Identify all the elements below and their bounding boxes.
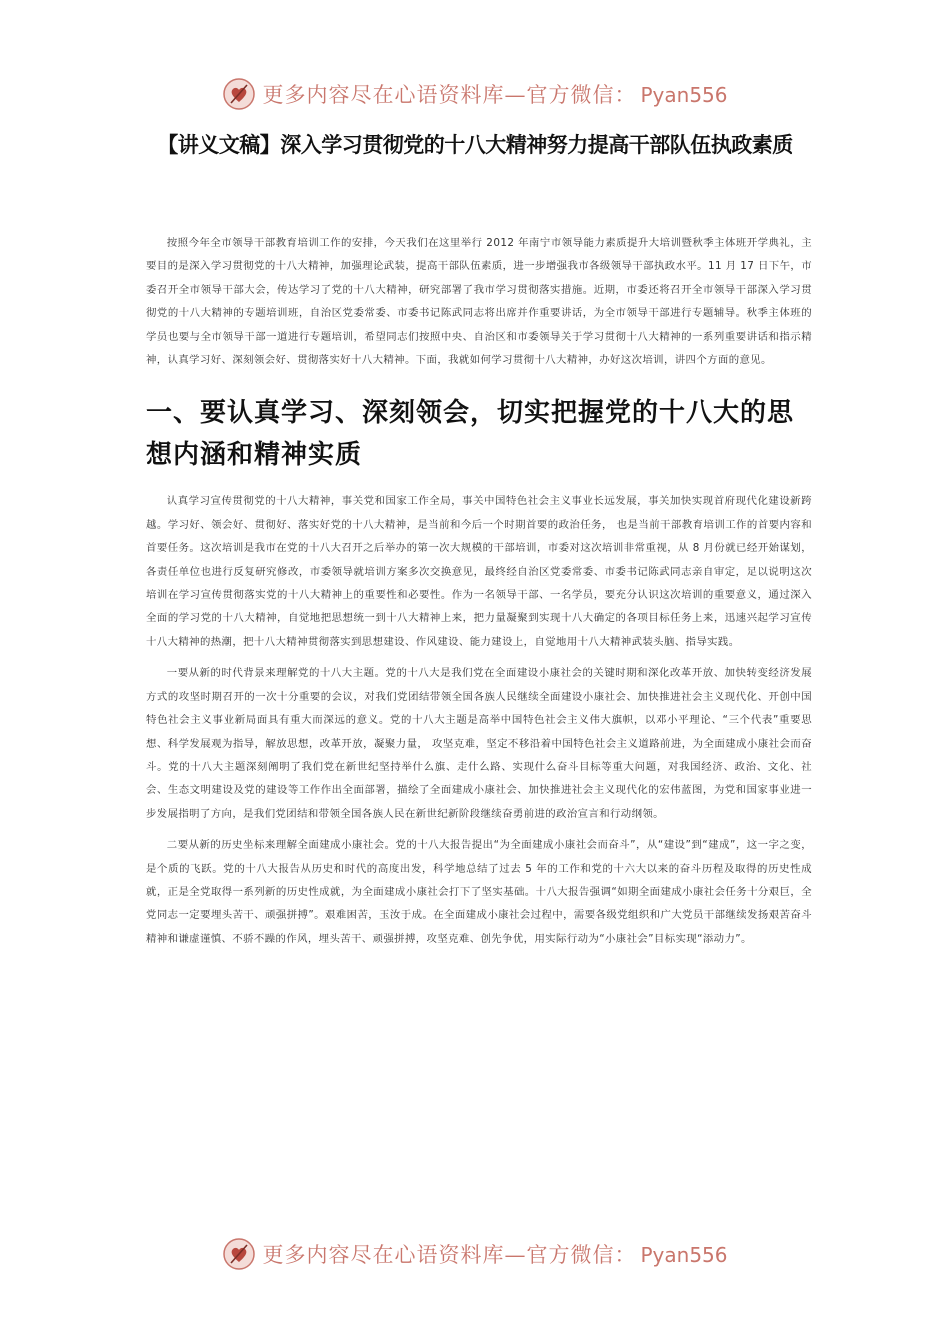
body-paragraph: 认真学习宣传贯彻党的十八大精神，事关党和国家工作全局，事关中国特色社会主义事业长远发展，事关加快实现首府现代化建设新跨越。学习好、领会好、贯彻好、落实好党的十八大精神，是当前和今后一个时期首要的政治任务， 也是当前干部教育培训工作的首要内容和首要任务。这次培训是我市在党的十八大召开之后举办的第一次大规模的干部培训，市委对这次培训非常重视，从 8 月份就已经开始谋划，各责任单位也进行反复研究修改，市委领导就培训方案多次交换意见，最终经自治区党委常委、市委书记陈武同志亲自审定，足以说明这次培训在学习宣传贯彻落实党的十八大精神上的重要性和必要性。作为一名领导干部、一名学员，要充分认识这次培训的重要意义，通过深入全面的学习党的十八大精神，自觉地把思想统一到十八大精神上来，把力量凝聚到实现十八大确定的各项目标任务上来，迅速兴起学习宣传十八大精神的热潮，把十八大精神贯彻落实到思想建设、作风建设、能力建设上，自觉地用十八大精神武装头脑、指导实践。 — [146, 495, 812, 648]
footer-banner — [0, 1232, 950, 1276]
banner-text: 更多内容尽在心语资料库—官方微信： Pyan556 — [262, 83, 728, 107]
banner-wechat-id: Pyan556 — [640, 1243, 728, 1267]
body-paragraph: 二要从新的历史坐标来理解全面建成小康社会。党的十八大报告提出“为全面建成小康社会而奋斗”，从“建设”到“建成”，这一字之变，是个质的飞跃。党的十八大报告从历史和时代的高度出发，科学地总结了过去 5 年的工作和党的十六大以来的奋斗历程及取得的历史性成就，正是全党取得一系列新的历史性成就，为全面建成小康社会打下了坚实基础。十八大报告强调“如期全面建成小康社会任务十分艰巨，全党同志一定要埋头苦干、顽强拼搏”。艰难困苦，玉汝于成。在全面建成小康社会过程中，需要各级党组织和广大党员干部继续发扬艰苦奋斗精神和谦虚谨慎、不骄不躁的作风，埋头苦干、顽强拼搏，攻坚克难、创先争优，用实际行动为“小康社会”目标实现“添动力”。 — [146, 839, 812, 945]
banner-wechat-id: Pyan556 — [640, 83, 728, 107]
heart-logo-icon — [222, 1237, 256, 1271]
header-banner — [0, 72, 950, 116]
section-heading: 一、要认真学习、深刻领会，切实把握党的十八大的思想内涵和精神实质 — [146, 398, 795, 471]
intro-paragraph: 按照今年全市领导干部教育培训工作的安排，今天我们在这里举行 2012 年南宁市领导能力素质提升大培训暨秋季主体班开学典礼，主要目的是深入学习贯彻党的十八大精神，加强理论武装，提高干部队伍素质，进一步增强我市各级领导干部执政水平。11 月 17 日下午，市委召开全市领导干部大会，传达学习了党的十八大精神，研究部署了我市学习贯彻落实措施。近期，市委还将召开全市领导干部深入学习贯彻党的十八大精神的专题培训班，自治区党委常委、市委书记陈武同志将出席并作重要讲话，为全市领导干部进行专题辅导。秋季主体班的学员也要与全市领导干部一道进行专题培训，希望同志们按照中央、自治区和市委领导关于学习贯彻十八大精神的一系列重要讲话和指示精神，认真学习好、深刻领会好、贯彻落实好十八大精神。下面，我就如何学习贯彻十八大精神，办好这次培训，讲四个方面的意见。 — [146, 237, 812, 367]
document-title: 【讲义文稿】深入学习贯彻党的十八大精神努力提高干部队伍执政素质 — [157, 133, 793, 157]
document-body — [146, 232, 812, 951]
banner-text: 更多内容尽在心语资料库—官方微信： Pyan556 — [262, 1243, 728, 1267]
body-paragraph: 一要从新的时代背景来理解党的十八大主题。党的十八大是我们党在全面建设小康社会的关键时期和深化改革开放、加快转变经济发展方式的攻坚时期召开的一次十分重要的会议，对我们党团结带领全国各族人民继续全面建设小康社会、加快推进社会主义现代化、开创中国特色社会主义事业新局面具有重大而深远的意义。党的十八大主题是高举中国特色社会主义伟大旗帜，以邓小平理论、“三个代表”重要思想、科学发展观为指导，解放思想，改革开放，凝聚力量， 攻坚克难，坚定不移沿着中国特色社会主义道路前进，为全面建成小康社会而奋斗。党的十八大主题深刻阐明了我们党在新世纪坚持举什么旗、走什么路、实现什么奋斗目标等重大问题，对我国经济、政治、文化、社会、生态文明建设及党的建设等工作作出全面部署，描绘了全面建成小康社会、加快推进社会主义现代化的宏伟蓝图，为党和国家事业进一步发展指明了方向，是我们党团结和带领全国各族人民在新世纪新阶段继续奋勇前进的政治宣言和行动纲领。 — [146, 667, 812, 820]
heart-logo-icon — [222, 77, 256, 111]
